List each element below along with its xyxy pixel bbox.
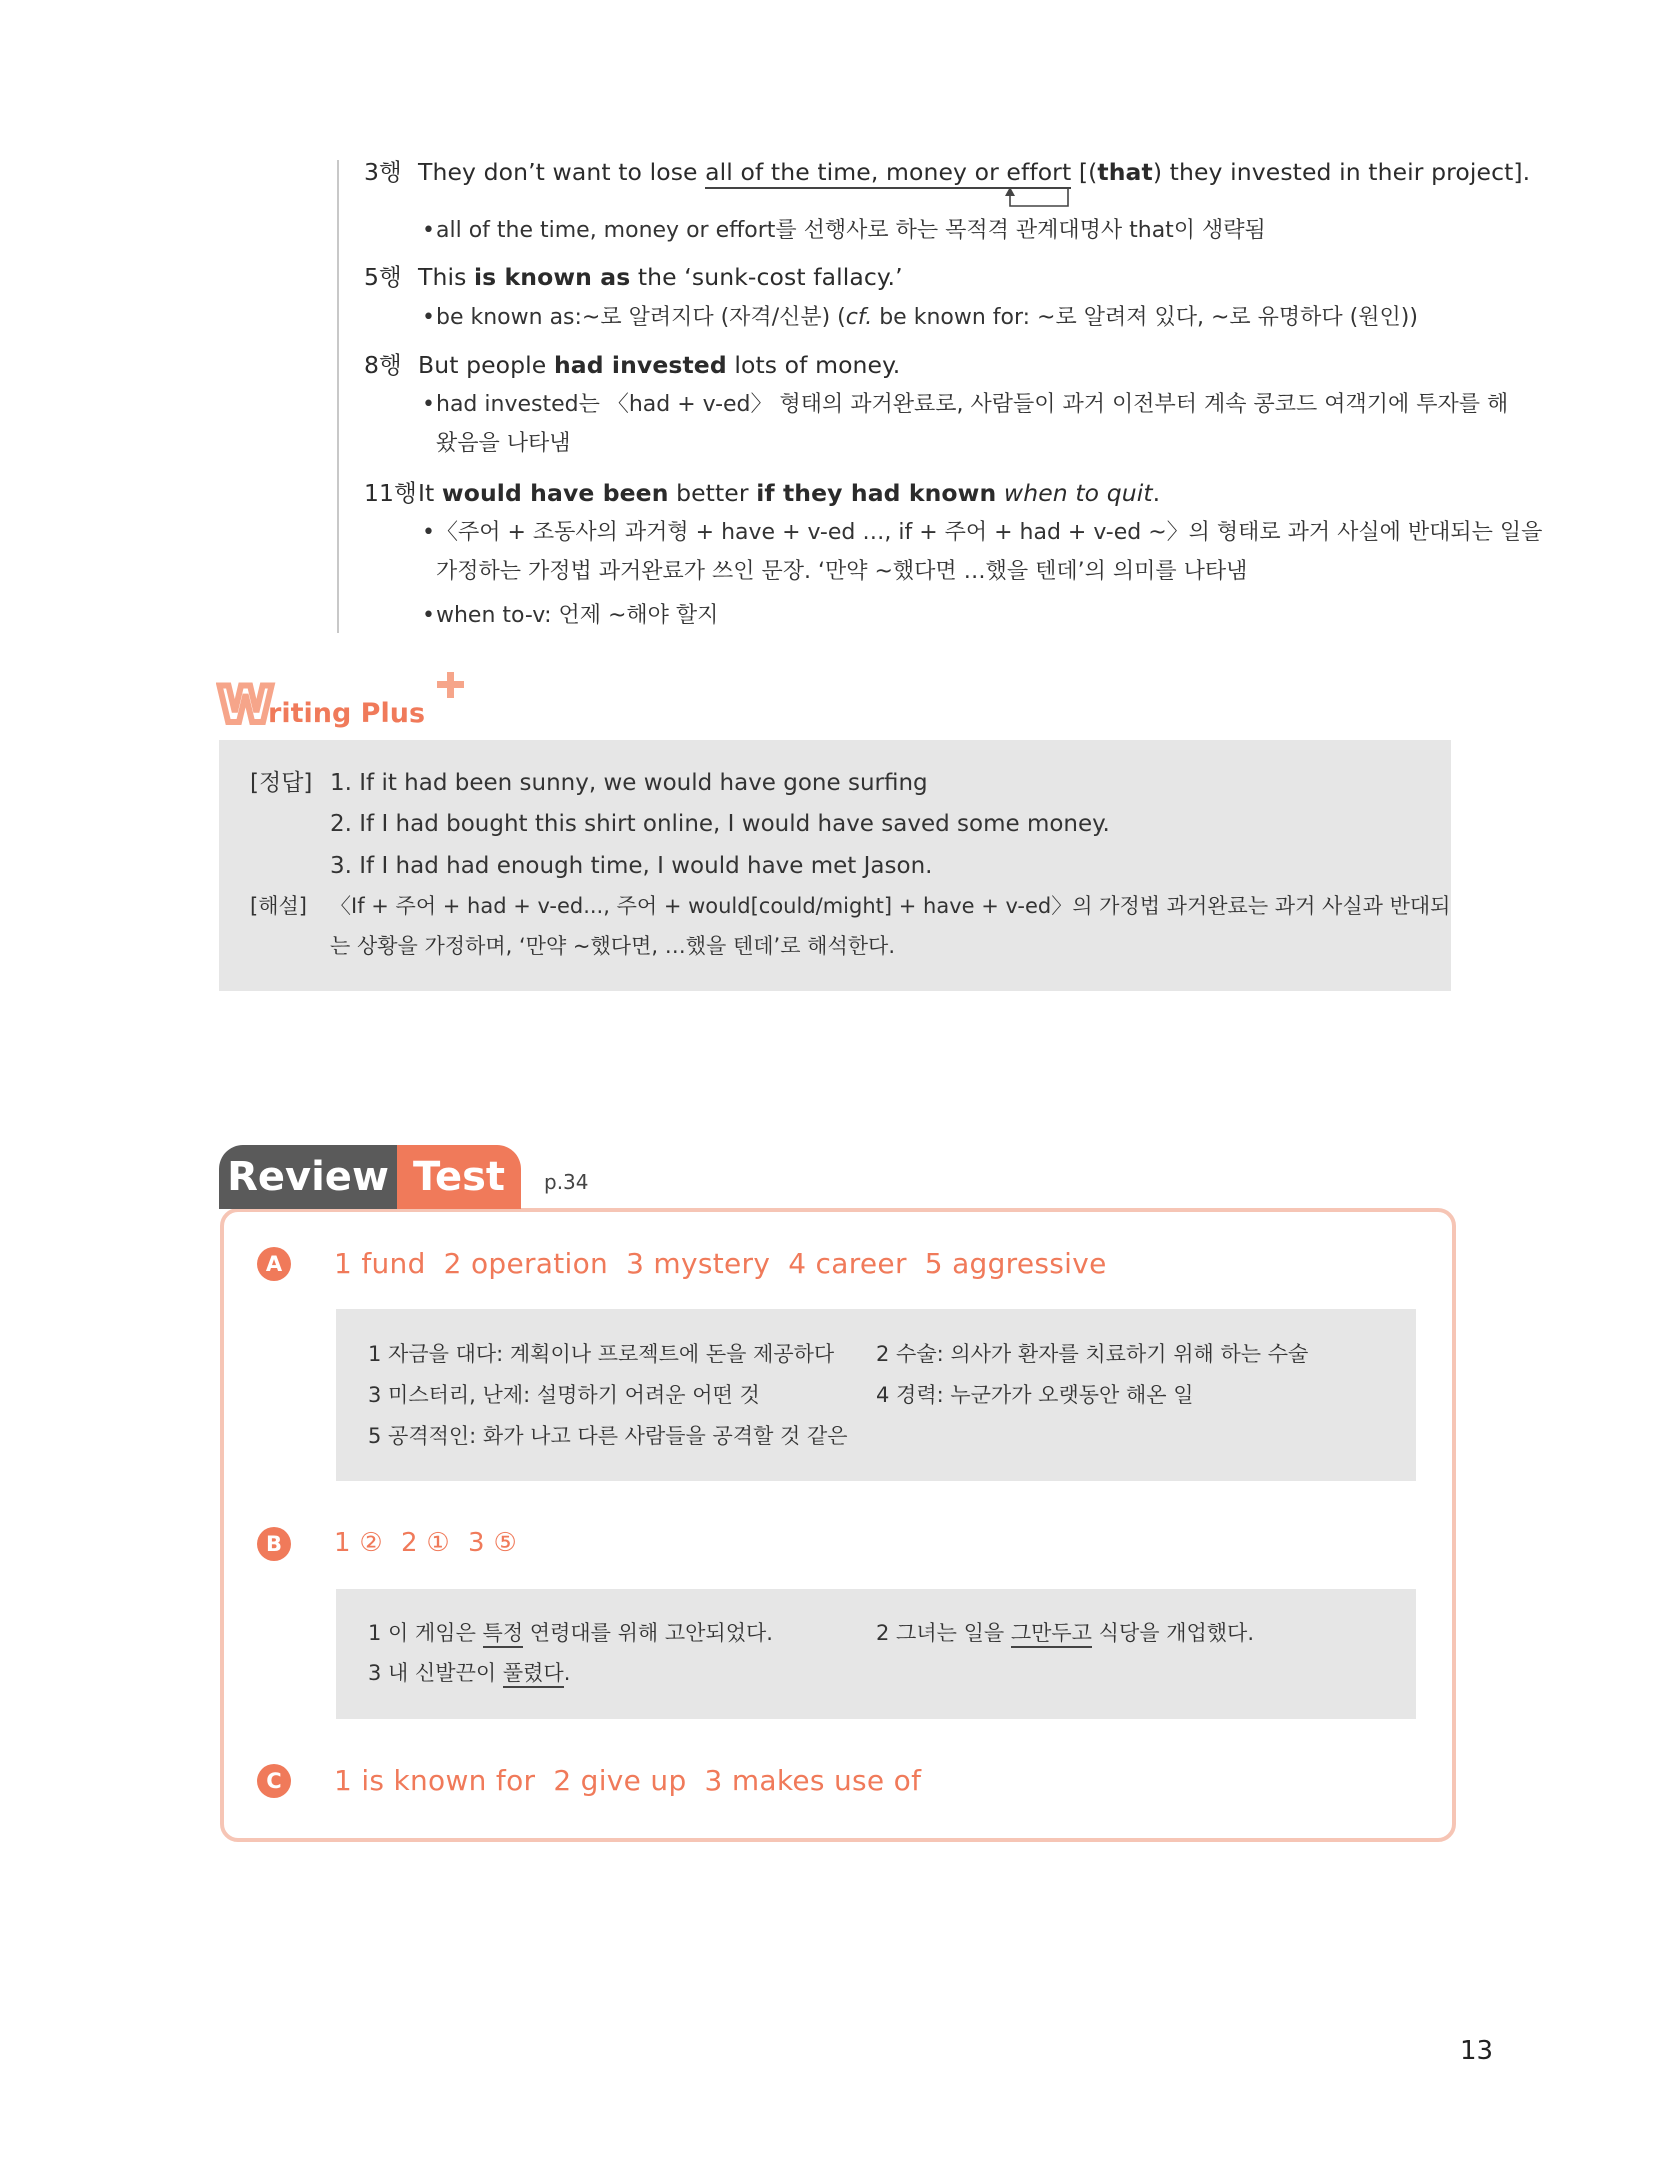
explain-line-2: 는 상황을 가정하며, ‘만약 ~했다면, …했을 텐데’로 해석한다. — [330, 934, 895, 958]
translation-3: 3 내 신발끈이 풀렸다. — [368, 1658, 570, 1688]
answer-3: 3. If I had had enough time, I would have met Jason. — [330, 853, 933, 879]
writing-plus-logo — [216, 672, 476, 748]
answer-label: [정답] — [250, 770, 313, 796]
note-line-5: 5행 This is known as the ‘sunk-cost fallacy.’ — [364, 263, 903, 291]
note-line-8-cont: 왔음을 나타냄 — [436, 431, 571, 456]
definition-4: 4 경력: 누군가가 오랫동안 해온 일 — [876, 1383, 1194, 1407]
definition-5: 5 공격적인: 화가 나고 다른 사람들을 공격할 것 같은 — [368, 1424, 848, 1448]
translation-1: 1 이 게임은 특정 연령대를 위해 고안되었다. — [368, 1618, 773, 1648]
page-reference: p.34 — [544, 1170, 589, 1194]
note-line-8: 8행 But people had invested lots of money. — [364, 351, 901, 379]
note-line-5-bullet: •be known as:~로 알려지다 (자격/신분) (cf. be known for: ~로 알려져 있다, ~로 유명하다 (원인)) — [422, 305, 1418, 330]
section-c-badge: C — [257, 1764, 291, 1798]
definition-3: 3 미스터리, 난제: 설명하기 어려운 어떤 것 — [368, 1383, 760, 1407]
review-tab: Review — [219, 1145, 397, 1209]
note-line-3: 3행 They don’t want to lose all of the time, money or effort [(that) they invested in their project]. — [364, 157, 1530, 187]
note-line-11-cont: 가정하는 가정법 과거완료가 쓰인 문장. ‘만약 ~했다면 …했을 텐데’의 의미를 나타냄 — [436, 559, 1248, 584]
notes-left-rule — [337, 160, 339, 633]
writing-plus-logo-text: riting Plus — [268, 698, 426, 729]
writing-plus-logo-w: W — [218, 676, 274, 734]
plus-icon — [437, 672, 464, 698]
note-line-11: 11행It would have been better if they had known when to quit. — [364, 479, 1161, 507]
antecedent-arrow-icon — [1004, 186, 1074, 210]
note-line-3-bullet: •all of the time, money or effort를 선행사로 하는 목적격 관계대명사 that이 생략됨 — [422, 218, 1266, 243]
section-c-answers: 1 is known for 2 give up 3 makes use of — [334, 1764, 922, 1797]
section-a-badge: A — [257, 1247, 291, 1281]
definition-1: 1 자금을 대다: 계획이나 프로젝트에 돈을 제공하다 — [368, 1342, 835, 1366]
note-line-8-bullet: •had invested는 〈had + v-ed〉 형태의 과거완료로, 사람들이 과거 이전부터 계속 콩코드 여객기에 투자를 해 — [422, 392, 1509, 417]
note-line-11-bullet-2: •when to-v: 언제 ~해야 할지 — [422, 603, 719, 628]
definition-2: 2 수술: 의사가 환자를 치료하기 위해 하는 수술 — [876, 1342, 1309, 1366]
note-line-11-bullet-1: •〈주어 + 조동사의 과거형 + have + v-ed …, if + 주어 + had + v-ed ~〉의 형태로 과거 사실에 반대되는 일을 — [422, 520, 1543, 545]
section-b-translation-box — [336, 1589, 1416, 1719]
section-a-answers: 1 fund 2 operation 3 mystery 4 career 5 aggressive — [334, 1247, 1107, 1280]
translation-2: 2 그녀는 일을 그만두고 식당을 개업했다. — [876, 1618, 1254, 1648]
section-b-answers: 1 ② 2 ① 3 ⑤ — [334, 1528, 518, 1558]
answer-2: 2. If I had bought this shirt online, I would have saved some money. — [330, 811, 1110, 837]
explain-label: [해설] — [250, 894, 307, 918]
section-b-badge: B — [257, 1527, 291, 1561]
answer-1: 1. If it had been sunny, we would have gone surfing — [330, 770, 928, 796]
page-number: 13 — [1460, 2036, 1494, 2066]
explain-line-1: 〈If + 주어 + had + v-ed..., 주어 + would[could/might] + have + v-ed〉의 가정법 과거완료는 과거 사실과 반대되 — [330, 894, 1451, 918]
test-tab: Test — [397, 1145, 521, 1209]
